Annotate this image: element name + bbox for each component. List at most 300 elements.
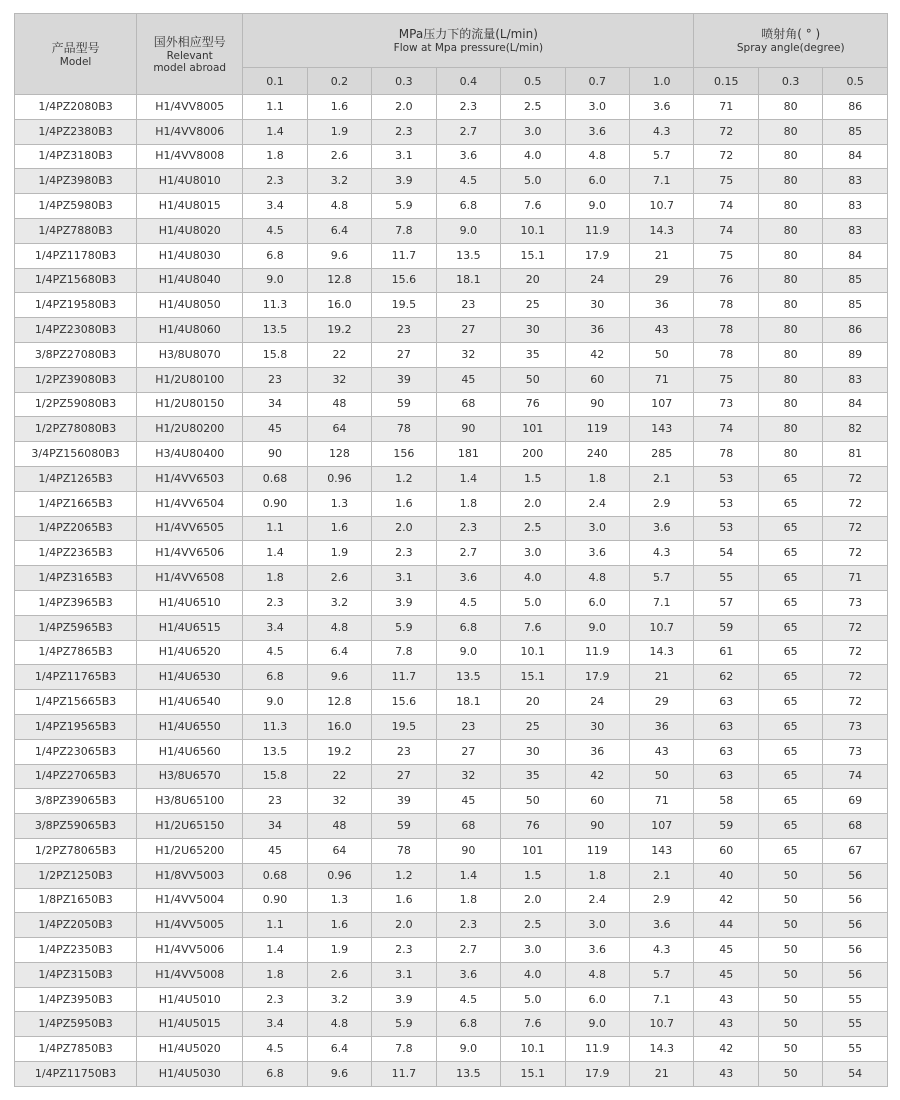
- cell-spray-angle: 80: [758, 268, 822, 293]
- cell-abroad-model: H1/4U6560: [137, 739, 243, 764]
- cell-flow: 30: [501, 739, 565, 764]
- table-row: [15, 838, 888, 863]
- cell-flow: 1.1: [243, 516, 307, 541]
- cell-model: 1/4PZ11780B3: [15, 243, 137, 268]
- cell-flow: 59: [372, 392, 436, 417]
- cell-flow: 3.6: [629, 913, 694, 938]
- cell-spray-angle: 59: [694, 814, 758, 839]
- cell-spray-angle: 69: [823, 789, 888, 814]
- cell-flow: 71: [629, 789, 694, 814]
- cell-flow: 3.6: [436, 566, 500, 591]
- table-row: [15, 962, 888, 987]
- cell-spray-angle: 45: [694, 962, 758, 987]
- header-angle-en: Spray angle(degree): [736, 42, 845, 54]
- cell-flow: 10.1: [501, 640, 565, 665]
- table-row: [15, 590, 888, 615]
- cell-flow: 2.3: [436, 913, 500, 938]
- cell-spray-angle: 40: [694, 863, 758, 888]
- table-row: [15, 714, 888, 739]
- cell-flow: 15.8: [243, 342, 307, 367]
- cell-abroad-model: H3/4U80400: [137, 442, 243, 467]
- cell-flow: 2.5: [501, 913, 565, 938]
- header-pressure: 0.7: [565, 68, 629, 95]
- cell-spray-angle: 84: [823, 243, 888, 268]
- table-row: [15, 218, 888, 243]
- header-pressure: 0.2: [307, 68, 371, 95]
- cell-flow: 42: [565, 342, 629, 367]
- cell-flow: 2.0: [372, 95, 436, 120]
- cell-flow: 0.90: [243, 491, 307, 516]
- cell-spray-angle: 80: [758, 169, 822, 194]
- cell-model: 1/4PZ23080B3: [15, 318, 137, 343]
- cell-flow: 1.2: [372, 466, 436, 491]
- cell-flow: 36: [565, 318, 629, 343]
- cell-model: 1/4PZ23065B3: [15, 739, 137, 764]
- cell-flow: 32: [436, 342, 500, 367]
- cell-flow: 10.7: [629, 194, 694, 219]
- table-row: [15, 690, 888, 715]
- cell-model: 1/4PZ3980B3: [15, 169, 137, 194]
- cell-flow: 50: [501, 789, 565, 814]
- cell-flow: 6.8: [243, 665, 307, 690]
- table-row: [15, 342, 888, 367]
- cell-flow: 7.1: [629, 169, 694, 194]
- cell-flow: 30: [565, 714, 629, 739]
- cell-spray-angle: 68: [823, 814, 888, 839]
- cell-flow: 101: [501, 838, 565, 863]
- cell-flow: 2.6: [307, 962, 371, 987]
- cell-spray-angle: 65: [758, 665, 822, 690]
- cell-model: 1/4PZ15680B3: [15, 268, 137, 293]
- cell-spray-angle: 65: [758, 714, 822, 739]
- cell-flow: 2.0: [501, 491, 565, 516]
- cell-flow: 1.6: [307, 913, 371, 938]
- cell-flow: 1.4: [436, 466, 500, 491]
- cell-abroad-model: H1/4U6540: [137, 690, 243, 715]
- cell-model: 1/2PZ1250B3: [15, 863, 137, 888]
- cell-flow: 4.8: [307, 615, 371, 640]
- cell-flow: 14.3: [629, 640, 694, 665]
- cell-flow: 1.8: [243, 144, 307, 169]
- table-row: [15, 888, 888, 913]
- cell-spray-angle: 63: [694, 739, 758, 764]
- cell-flow: 3.6: [565, 938, 629, 963]
- cell-abroad-model: H1/4VV8005: [137, 95, 243, 120]
- cell-flow: 9.0: [436, 1037, 500, 1062]
- cell-flow: 48: [307, 814, 371, 839]
- table-row: [15, 739, 888, 764]
- cell-model: 1/4PZ3965B3: [15, 590, 137, 615]
- cell-spray-angle: 65: [758, 640, 822, 665]
- cell-flow: 13.5: [436, 665, 500, 690]
- cell-flow: 1.6: [372, 888, 436, 913]
- cell-flow: 23: [436, 714, 500, 739]
- table-row: [15, 194, 888, 219]
- cell-spray-angle: 74: [694, 218, 758, 243]
- cell-spray-angle: 42: [694, 888, 758, 913]
- cell-flow: 1.4: [436, 863, 500, 888]
- cell-flow: 119: [565, 838, 629, 863]
- cell-abroad-model: H3/8U8070: [137, 342, 243, 367]
- cell-flow: 5.0: [501, 987, 565, 1012]
- cell-abroad-model: H1/4VV8006: [137, 119, 243, 144]
- cell-spray-angle: 73: [823, 739, 888, 764]
- cell-spray-angle: 83: [823, 218, 888, 243]
- table-row: [15, 392, 888, 417]
- cell-spray-angle: 65: [758, 491, 822, 516]
- header-abroad-en-1: Relevant: [166, 49, 213, 62]
- cell-spray-angle: 65: [758, 566, 822, 591]
- cell-flow: 4.0: [501, 144, 565, 169]
- cell-flow: 3.1: [372, 144, 436, 169]
- cell-flow: 0.90: [243, 888, 307, 913]
- cell-spray-angle: 55: [823, 1012, 888, 1037]
- cell-model: 1/4PZ5980B3: [15, 194, 137, 219]
- cell-flow: 19.5: [372, 293, 436, 318]
- cell-spray-angle: 42: [694, 1037, 758, 1062]
- cell-abroad-model: H1/4VV6505: [137, 516, 243, 541]
- cell-flow: 6.4: [307, 1037, 371, 1062]
- cell-spray-angle: 50: [758, 863, 822, 888]
- cell-spray-angle: 85: [823, 293, 888, 318]
- cell-flow: 17.9: [565, 665, 629, 690]
- cell-flow: 18.1: [436, 690, 500, 715]
- cell-flow: 119: [565, 417, 629, 442]
- table-row: [15, 913, 888, 938]
- cell-flow: 6.8: [436, 615, 500, 640]
- header-angle-pressure: 0.5: [823, 68, 888, 95]
- cell-flow: 59: [372, 814, 436, 839]
- cell-flow: 45: [243, 417, 307, 442]
- cell-flow: 2.1: [629, 863, 694, 888]
- cell-flow: 2.0: [501, 888, 565, 913]
- cell-model: 1/4PZ7850B3: [15, 1037, 137, 1062]
- cell-model: 1/2PZ39080B3: [15, 367, 137, 392]
- cell-abroad-model: H1/4U8060: [137, 318, 243, 343]
- cell-flow: 2.5: [501, 516, 565, 541]
- cell-abroad-model: H1/4VV6503: [137, 466, 243, 491]
- cell-flow: 39: [372, 789, 436, 814]
- cell-flow: 23: [243, 789, 307, 814]
- cell-flow: 9.0: [565, 1012, 629, 1037]
- cell-flow: 4.3: [629, 938, 694, 963]
- cell-flow: 19.5: [372, 714, 436, 739]
- cell-flow: 6.0: [565, 169, 629, 194]
- cell-flow: 11.7: [372, 1062, 436, 1087]
- header-pressure: 1.0: [629, 68, 694, 95]
- cell-spray-angle: 72: [823, 516, 888, 541]
- cell-flow: 90: [565, 814, 629, 839]
- cell-flow: 7.8: [372, 218, 436, 243]
- cell-spray-angle: 43: [694, 1012, 758, 1037]
- cell-flow: 4.8: [307, 194, 371, 219]
- cell-flow: 3.6: [629, 95, 694, 120]
- table-row: [15, 466, 888, 491]
- cell-abroad-model: H1/4U6515: [137, 615, 243, 640]
- cell-flow: 2.7: [436, 119, 500, 144]
- cell-spray-angle: 86: [823, 318, 888, 343]
- table-row: [15, 1037, 888, 1062]
- cell-flow: 10.1: [501, 1037, 565, 1062]
- cell-flow: 32: [307, 367, 371, 392]
- cell-flow: 23: [372, 739, 436, 764]
- cell-spray-angle: 65: [758, 590, 822, 615]
- cell-flow: 11.9: [565, 1037, 629, 1062]
- cell-spray-angle: 83: [823, 367, 888, 392]
- cell-model: 1/4PZ2050B3: [15, 913, 137, 938]
- cell-flow: 1.6: [307, 95, 371, 120]
- header-angle-cn: 喷射角( ° ): [761, 27, 821, 41]
- cell-flow: 11.9: [565, 640, 629, 665]
- cell-spray-angle: 62: [694, 665, 758, 690]
- cell-model: 1/4PZ7880B3: [15, 218, 137, 243]
- cell-flow: 11.9: [565, 218, 629, 243]
- cell-flow: 45: [436, 789, 500, 814]
- cell-flow: 7.1: [629, 987, 694, 1012]
- cell-flow: 5.9: [372, 615, 436, 640]
- cell-flow: 16.0: [307, 714, 371, 739]
- table-row: [15, 442, 888, 467]
- cell-flow: 9.0: [436, 640, 500, 665]
- cell-spray-angle: 72: [823, 491, 888, 516]
- cell-flow: 3.0: [501, 938, 565, 963]
- cell-flow: 1.6: [307, 516, 371, 541]
- cell-spray-angle: 72: [823, 640, 888, 665]
- cell-spray-angle: 72: [823, 615, 888, 640]
- cell-flow: 2.3: [243, 169, 307, 194]
- cell-abroad-model: H3/8U6570: [137, 764, 243, 789]
- cell-model: 1/4PZ3950B3: [15, 987, 137, 1012]
- cell-flow: 22: [307, 342, 371, 367]
- cell-spray-angle: 75: [694, 367, 758, 392]
- cell-spray-angle: 44: [694, 913, 758, 938]
- cell-spray-angle: 78: [694, 318, 758, 343]
- cell-flow: 76: [501, 814, 565, 839]
- cell-flow: 3.1: [372, 566, 436, 591]
- cell-flow: 6.0: [565, 987, 629, 1012]
- cell-flow: 68: [436, 814, 500, 839]
- cell-flow: 36: [629, 293, 694, 318]
- cell-flow: 11.3: [243, 714, 307, 739]
- cell-flow: 143: [629, 838, 694, 863]
- cell-flow: 4.5: [243, 218, 307, 243]
- cell-flow: 5.7: [629, 144, 694, 169]
- cell-flow: 6.8: [243, 1062, 307, 1087]
- cell-spray-angle: 80: [758, 342, 822, 367]
- cell-flow: 2.6: [307, 566, 371, 591]
- cell-flow: 35: [501, 342, 565, 367]
- cell-flow: 78: [372, 417, 436, 442]
- cell-flow: 20: [501, 690, 565, 715]
- cell-flow: 3.6: [565, 119, 629, 144]
- table-row: [15, 367, 888, 392]
- cell-flow: 6.8: [243, 243, 307, 268]
- cell-flow: 19.2: [307, 318, 371, 343]
- cell-spray-angle: 73: [823, 590, 888, 615]
- cell-abroad-model: H1/4VV6508: [137, 566, 243, 591]
- cell-flow: 1.5: [501, 863, 565, 888]
- cell-flow: 1.8: [436, 491, 500, 516]
- header-abroad-model: [137, 14, 243, 95]
- cell-flow: 78: [372, 838, 436, 863]
- cell-spray-angle: 72: [823, 665, 888, 690]
- cell-flow: 13.5: [243, 318, 307, 343]
- cell-flow: 29: [629, 268, 694, 293]
- cell-flow: 6.4: [307, 218, 371, 243]
- cell-spray-angle: 45: [694, 938, 758, 963]
- cell-model: 1/4PZ3180B3: [15, 144, 137, 169]
- cell-spray-angle: 80: [758, 218, 822, 243]
- cell-flow: 1.3: [307, 888, 371, 913]
- cell-flow: 1.8: [565, 863, 629, 888]
- cell-flow: 27: [436, 739, 500, 764]
- cell-spray-angle: 59: [694, 615, 758, 640]
- cell-abroad-model: H1/4U6530: [137, 665, 243, 690]
- table-row: [15, 318, 888, 343]
- cell-spray-angle: 80: [758, 293, 822, 318]
- cell-flow: 3.9: [372, 590, 436, 615]
- cell-spray-angle: 53: [694, 466, 758, 491]
- cell-flow: 3.0: [565, 913, 629, 938]
- cell-flow: 1.8: [243, 962, 307, 987]
- cell-flow: 2.9: [629, 491, 694, 516]
- cell-flow: 2.5: [501, 95, 565, 120]
- cell-spray-angle: 80: [758, 417, 822, 442]
- cell-flow: 3.4: [243, 615, 307, 640]
- cell-flow: 1.9: [307, 119, 371, 144]
- cell-abroad-model: H1/2U65200: [137, 838, 243, 863]
- cell-spray-angle: 56: [823, 888, 888, 913]
- table-row: [15, 268, 888, 293]
- cell-flow: 29: [629, 690, 694, 715]
- cell-spray-angle: 65: [758, 466, 822, 491]
- cell-flow: 15.1: [501, 665, 565, 690]
- cell-flow: 15.1: [501, 243, 565, 268]
- cell-spray-angle: 80: [758, 243, 822, 268]
- header-pressure: 0.3: [372, 68, 436, 95]
- cell-flow: 2.3: [243, 590, 307, 615]
- cell-flow: 64: [307, 417, 371, 442]
- cell-spray-angle: 72: [823, 690, 888, 715]
- cell-abroad-model: H1/4U8040: [137, 268, 243, 293]
- cell-flow: 3.2: [307, 169, 371, 194]
- table-row: [15, 541, 888, 566]
- cell-flow: 3.4: [243, 194, 307, 219]
- cell-spray-angle: 63: [694, 764, 758, 789]
- cell-flow: 5.7: [629, 566, 694, 591]
- cell-flow: 36: [629, 714, 694, 739]
- cell-spray-angle: 83: [823, 194, 888, 219]
- cell-model: 1/4PZ15665B3: [15, 690, 137, 715]
- cell-flow: 2.7: [436, 938, 500, 963]
- cell-spray-angle: 71: [823, 566, 888, 591]
- cell-flow: 9.0: [565, 194, 629, 219]
- cell-flow: 3.6: [436, 962, 500, 987]
- cell-abroad-model: H1/8VV5003: [137, 863, 243, 888]
- cell-spray-angle: 75: [694, 169, 758, 194]
- cell-model: 1/4PZ5950B3: [15, 1012, 137, 1037]
- cell-spray-angle: 63: [694, 690, 758, 715]
- cell-flow: 1.4: [243, 119, 307, 144]
- cell-spray-angle: 74: [823, 764, 888, 789]
- cell-flow: 21: [629, 665, 694, 690]
- cell-flow: 1.8: [436, 888, 500, 913]
- cell-flow: 101: [501, 417, 565, 442]
- cell-flow: 2.3: [372, 541, 436, 566]
- table-row: [15, 764, 888, 789]
- cell-flow: 1.5: [501, 466, 565, 491]
- cell-flow: 30: [565, 293, 629, 318]
- cell-flow: 6.8: [436, 194, 500, 219]
- cell-flow: 90: [243, 442, 307, 467]
- header-model-en: Model: [59, 55, 92, 68]
- cell-spray-angle: 58: [694, 789, 758, 814]
- table-row: [15, 987, 888, 1012]
- header-pressure: 0.1: [243, 68, 307, 95]
- cell-spray-angle: 56: [823, 962, 888, 987]
- cell-spray-angle: 55: [823, 987, 888, 1012]
- cell-flow: 3.6: [436, 144, 500, 169]
- cell-flow: 5.9: [372, 194, 436, 219]
- cell-flow: 68: [436, 392, 500, 417]
- header-angle-pressure: 0.3: [758, 68, 822, 95]
- cell-flow: 1.4: [243, 938, 307, 963]
- cell-flow: 27: [372, 342, 436, 367]
- cell-spray-angle: 85: [823, 268, 888, 293]
- cell-flow: 2.1: [629, 466, 694, 491]
- cell-spray-angle: 65: [758, 516, 822, 541]
- cell-flow: 0.96: [307, 863, 371, 888]
- cell-spray-angle: 43: [694, 987, 758, 1012]
- cell-model: 1/4PZ27065B3: [15, 764, 137, 789]
- cell-flow: 24: [565, 268, 629, 293]
- cell-abroad-model: H1/4VV6504: [137, 491, 243, 516]
- header-pressure: 0.4: [436, 68, 500, 95]
- cell-flow: 156: [372, 442, 436, 467]
- cell-flow: 4.8: [565, 144, 629, 169]
- cell-abroad-model: H1/4VV5004: [137, 888, 243, 913]
- cell-flow: 2.7: [436, 541, 500, 566]
- cell-spray-angle: 65: [758, 764, 822, 789]
- cell-flow: 20: [501, 268, 565, 293]
- cell-abroad-model: H1/4U6550: [137, 714, 243, 739]
- cell-flow: 10.7: [629, 615, 694, 640]
- cell-flow: 4.5: [243, 1037, 307, 1062]
- cell-flow: 64: [307, 838, 371, 863]
- cell-spray-angle: 73: [823, 714, 888, 739]
- cell-spray-angle: 50: [758, 1037, 822, 1062]
- cell-flow: 34: [243, 392, 307, 417]
- cell-spray-angle: 74: [694, 417, 758, 442]
- cell-flow: 11.7: [372, 665, 436, 690]
- table-row: [15, 417, 888, 442]
- cell-flow: 60: [565, 367, 629, 392]
- cell-model: 3/4PZ156080B3: [15, 442, 137, 467]
- cell-abroad-model: H1/2U80150: [137, 392, 243, 417]
- cell-flow: 7.8: [372, 640, 436, 665]
- cell-abroad-model: H1/4U6520: [137, 640, 243, 665]
- cell-flow: 3.0: [501, 541, 565, 566]
- cell-flow: 9.0: [436, 218, 500, 243]
- table-body: [15, 95, 888, 1087]
- cell-flow: 2.3: [243, 987, 307, 1012]
- cell-flow: 25: [501, 293, 565, 318]
- header-row-main: [15, 14, 888, 68]
- cell-flow: 15.6: [372, 268, 436, 293]
- cell-model: 1/4PZ11750B3: [15, 1062, 137, 1087]
- table-row: [15, 640, 888, 665]
- table-row: [15, 144, 888, 169]
